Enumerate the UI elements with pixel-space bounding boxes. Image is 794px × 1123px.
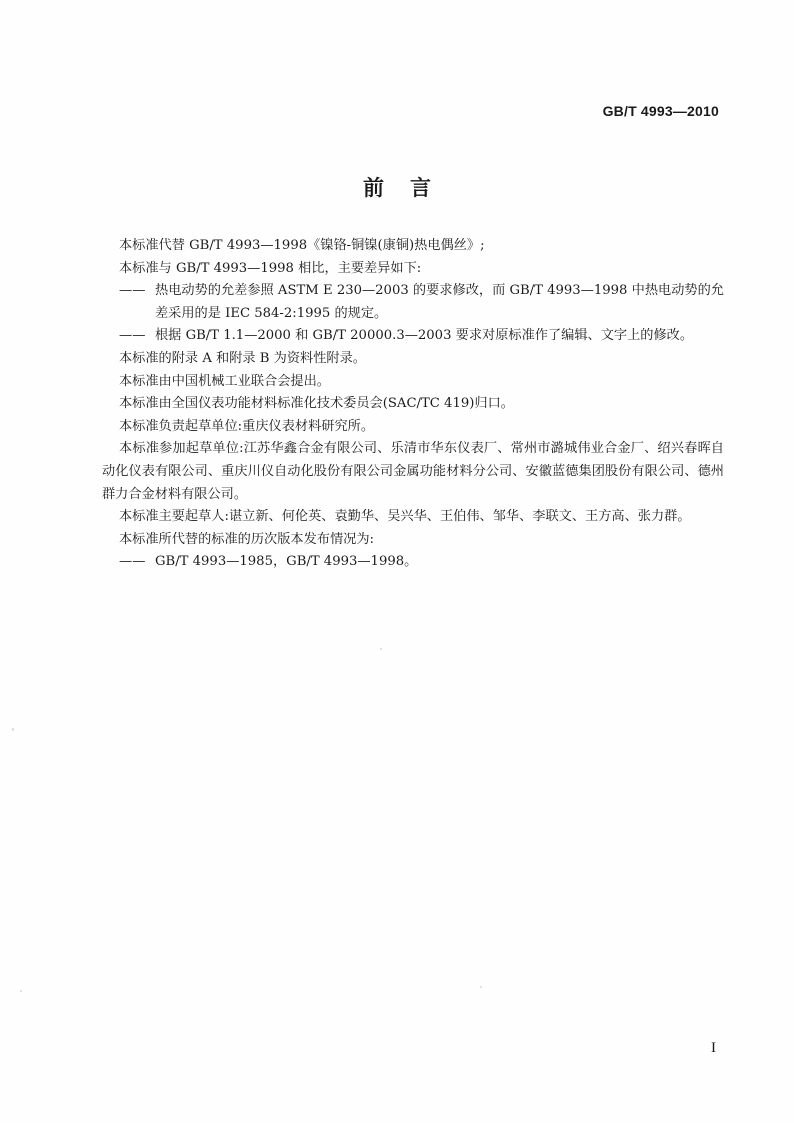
paragraph-participating-drafters bbox=[102, 438, 724, 506]
list-dash: —— bbox=[119, 554, 146, 570]
paragraph-replaces: 本标准代替 GB/T 4993—1998《镍铬-铜镍(康铜)热电偶丝》; bbox=[119, 238, 485, 253]
paragraph-main-drafters: 本标准主要起草人:谌立新、何伦英、袁勤华、吴兴华、王伯伟、邹华、李联文、王方高、张力群。 bbox=[119, 509, 691, 525]
scan-speck bbox=[480, 986, 482, 988]
list-item-text: GB/T 4993—1985，GB/T 4993—1998。 bbox=[155, 554, 418, 570]
paragraph-differences-intro: 本标准与 GB/T 4993—1998 相比，主要差异如下: bbox=[119, 260, 422, 276]
page-number: I bbox=[711, 1040, 716, 1056]
paragraph-responsible-drafter: 本标准负责起草单位:重庆仪表材料研究所。 bbox=[119, 418, 375, 434]
paragraph-proposed-by: 本标准由中国机械工业联合会提出。 bbox=[119, 373, 330, 389]
scan-speck bbox=[380, 648, 382, 650]
paragraph-annexes: 本标准的附录 A 和附录 B 为资料性附录。 bbox=[119, 350, 366, 366]
foreword-body bbox=[102, 235, 724, 574]
list-dash: —— bbox=[119, 283, 146, 299]
list-dash: —— bbox=[119, 328, 146, 344]
list-item-text: 根据 GB/T 1.1—2000 和 GB/T 20000.3—2003 要求对原标准作了编辑、文字上的修改。 bbox=[155, 328, 694, 344]
paragraph-centralized-by: 本标准由全国仪表功能材料标准化技术委员会(SAC/TC 419)归口。 bbox=[119, 396, 514, 412]
page-title: 前言 bbox=[363, 176, 457, 200]
scan-speck bbox=[20, 990, 22, 992]
standard-code: GB/T 4993—2010 bbox=[602, 103, 719, 119]
list-item-previous-editions bbox=[119, 551, 724, 574]
scan-speck bbox=[12, 728, 14, 731]
list-item-text: 热电动势的允差参照 ASTM E 230—2003 的要求修改，而 GB/T 4993—1998 中热电动势的允差采用的是 IEC 584-2:1995 的规定。 bbox=[155, 283, 724, 321]
list-item-emf-tolerance bbox=[119, 280, 724, 325]
paragraph-previous-editions: 本标准所代替的标准的历次版本发布情况为: bbox=[119, 531, 375, 547]
list-item-editorial bbox=[119, 325, 724, 348]
paragraph-text: 本标准参加起草单位:江苏华鑫合金有限公司、乐清市华东仪表厂、常州市潞城伟业合金厂、绍兴春晖自动化仪表有限公司、重庆川仪自动化股份有限公司金属功能材料分公司、安徽蓝德集团股份有限公司、德州群力合金材料有限公司。 bbox=[102, 441, 724, 502]
